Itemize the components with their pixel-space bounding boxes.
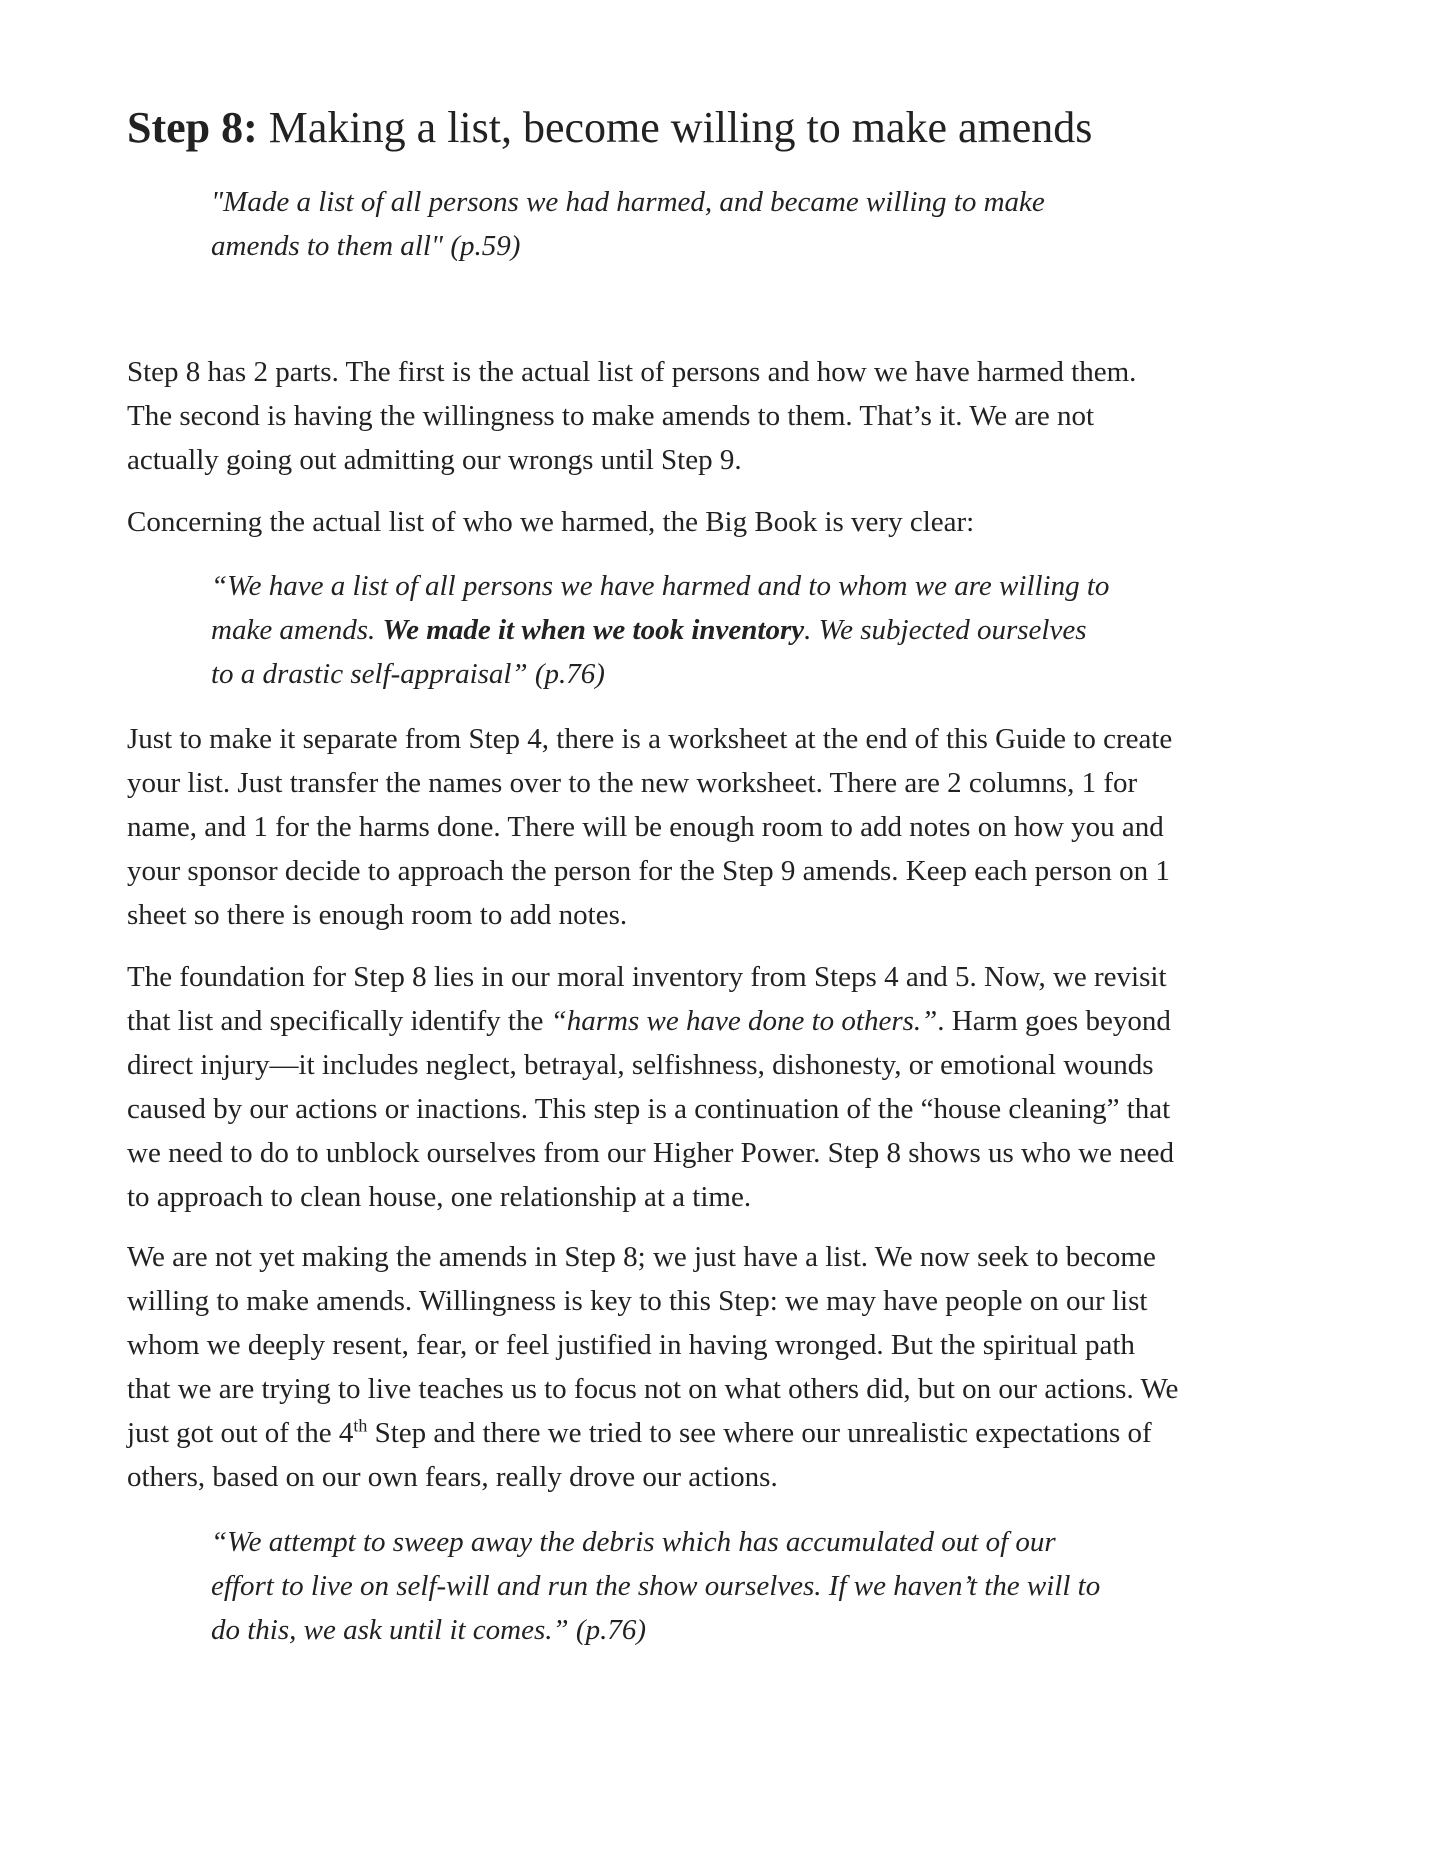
paragraph-step-parts [127, 350, 1332, 482]
text-line: that we are trying to live teaches us to focus not on what others did, but on our actions. We [127, 1373, 1179, 1405]
text-line: we need to do to unblock ourselves from our Higher Power. Step 8 shows us who we need [127, 1137, 1175, 1169]
quote-line: “We attempt to sweep away the debris which has accumulated out of our [211, 1526, 1056, 1558]
text-line: The second is having the willingness to make amends to them. That’s it. We are not [127, 400, 1095, 432]
text-segment: that list and specifically identify the [127, 1005, 551, 1037]
paragraph-foundation [127, 955, 1332, 1219]
text-segment: Step and there we tried to see where our unrealistic expectations of [367, 1417, 1152, 1449]
quote-text: make amends. [211, 614, 383, 646]
quote-line: do this, we ask until it comes.” (p.76) [211, 1614, 646, 1646]
quote-line: “We have a list of all persons we have harmed and to whom we are willing to [211, 570, 1110, 602]
text-line: others, based on our own fears, really drove our actions. [127, 1461, 778, 1493]
text-segment: . Harm goes beyond [937, 1005, 1171, 1037]
text-line: name, and 1 for the harms done. There will be enough room to add notes on how you and [127, 811, 1164, 843]
quote-line: effort to live on self-will and run the show ourselves. If we haven’t the will to [211, 1570, 1101, 1602]
quote-emphasis: We made it when we took inventory [382, 614, 805, 646]
step-epigraph-quote [211, 180, 1045, 268]
quote-line [211, 614, 1087, 646]
big-book-quote-debris [211, 1520, 1100, 1652]
text-line: actually going out admitting our wrongs until Step 9. [127, 444, 742, 476]
epigraph-line: "Made a list of all persons we had harmed, and became willing to make [211, 186, 1045, 218]
paragraph-worksheet [127, 717, 1332, 937]
step-label: Step 8: [127, 103, 258, 152]
epigraph-line: amends to them all" (p.59) [211, 230, 521, 262]
big-book-quote-inventory [211, 564, 1109, 696]
text-segment: just got out of the 4 [127, 1417, 354, 1449]
text-line: your sponsor decide to approach the person for the Step 9 amends. Keep each person on 1 [127, 855, 1170, 887]
text-line: your list. Just transfer the names over to the new worksheet. There are 2 columns, 1 for [127, 767, 1138, 799]
paragraph-big-book-intro [127, 500, 1332, 544]
text-line: Just to make it separate from Step 4, there is a worksheet at the end of this Guide to create [127, 723, 1173, 755]
text-line: direct injury—it includes neglect, betrayal, selfishness, dishonesty, or emotional wounds [127, 1049, 1154, 1081]
text-line: We are not yet making the amends in Step 8; we just have a list. We now seek to become [127, 1241, 1156, 1273]
text-line [127, 1005, 1171, 1037]
text-line: The foundation for Step 8 lies in our moral inventory from Steps 4 and 5. Now, we revisit [127, 961, 1167, 993]
text-line: to approach to clean house, one relationship at a time. [127, 1181, 752, 1213]
text-line: sheet so there is enough room to add notes. [127, 899, 628, 931]
quote-line: to a drastic self-appraisal” (p.76) [211, 658, 605, 690]
text-line: Concerning the actual list of who we harmed, the Big Book is very clear: [127, 506, 975, 538]
text-line: caused by our actions or inactions. This step is a continuation of the “house cleaning” that [127, 1093, 1171, 1125]
text-line: willing to make amends. Willingness is key to this Step: we may have people on our list [127, 1285, 1148, 1317]
text-line: whom we deeply resent, fear, or feel justified in having wronged. But the spiritual path [127, 1329, 1135, 1361]
text-line: Step 8 has 2 parts. The first is the actual list of persons and how we have harmed them. [127, 356, 1137, 388]
step-title: Making a list, become willing to make amends [268, 103, 1093, 152]
paragraph-willingness [127, 1235, 1332, 1499]
text-line [127, 1417, 1152, 1449]
text-italic-phrase: “harms we have done to others.” [550, 1005, 938, 1037]
quote-text: . We subjected ourselves [804, 614, 1087, 646]
step-heading [127, 98, 1092, 158]
ordinal-suffix: th [353, 1415, 368, 1436]
